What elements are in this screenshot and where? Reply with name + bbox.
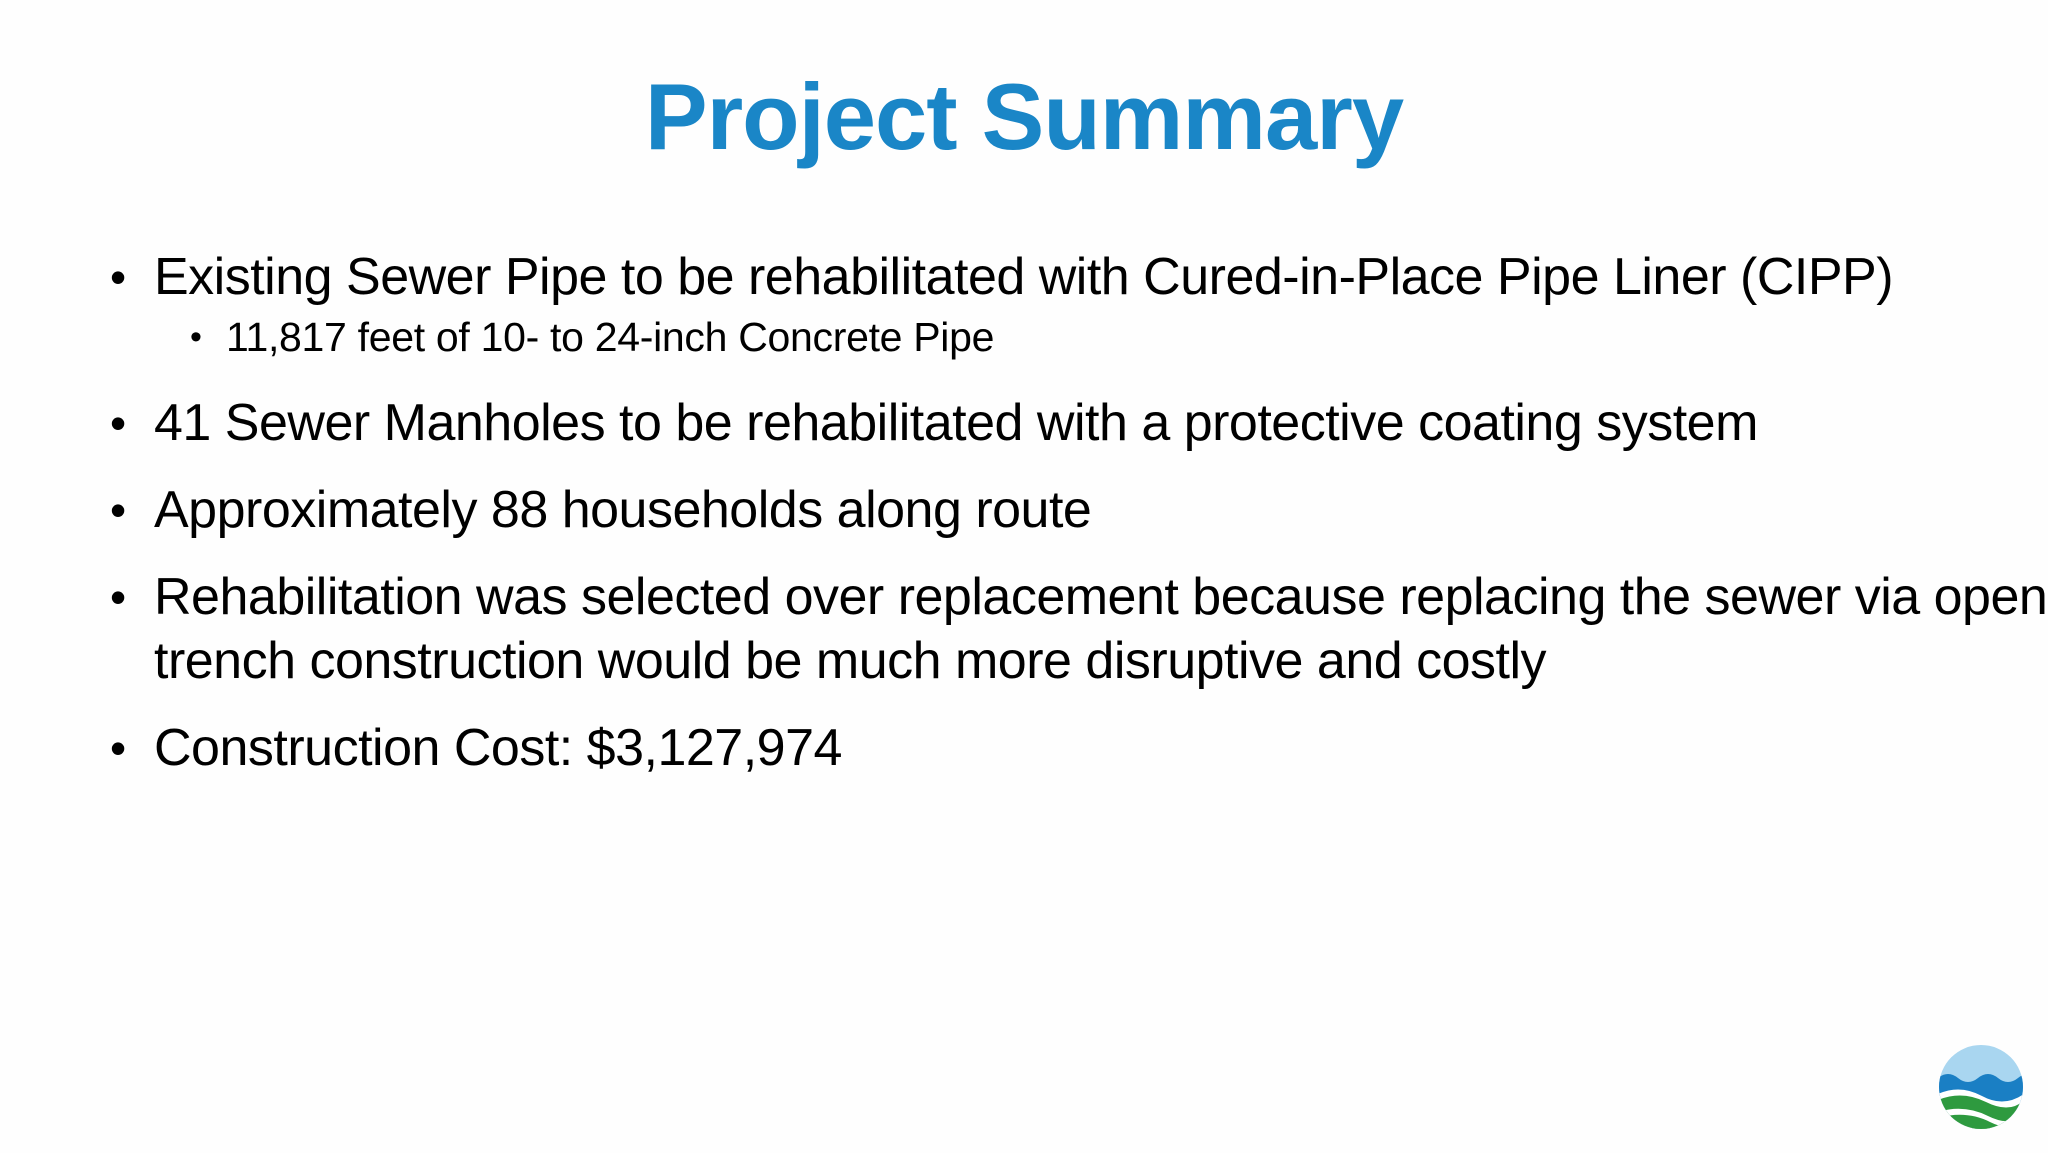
bullet-item: • 41 Sewer Manholes to be rehabilitated with a protective coating system — [110, 391, 2010, 455]
sub-bullet-item: • 11,817 feet of 10- to 24-inch Concrete Pipe — [190, 309, 2010, 365]
bullet-list — [110, 245, 2048, 780]
bullet-item: • Construction Cost: $3,127,974 — [110, 716, 2010, 780]
water-agency-logo-icon — [1938, 1044, 2024, 1130]
bullet-item: • Rehabilitation was selected over replacement because replacing the sewer via open trench construction would be much more disruptive and costly — [110, 565, 2048, 693]
bullet-item: • Existing Sewer Pipe to be rehabilitated with Cured-in-Place Pipe Liner (CIPP) — [110, 245, 2010, 309]
bullet-item: • Approximately 88 households along route — [110, 478, 2010, 542]
slide-title: Project Summary — [644, 64, 1404, 169]
